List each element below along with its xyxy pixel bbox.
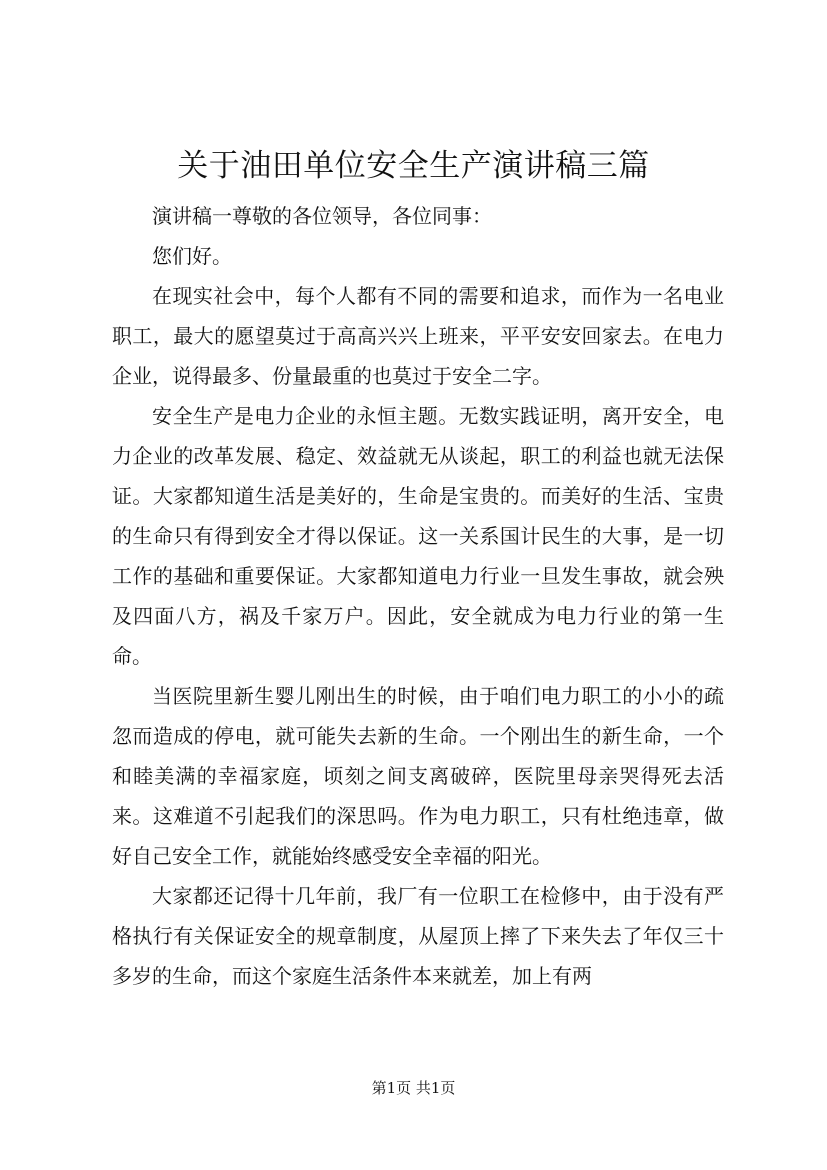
document-title: 关于油田单位安全生产演讲稿三篇 [177,148,650,184]
paragraph: 在现实社会中，每个人都有不同的需要和追求，而作为一名电业职工，最大的愿望莫过于高高兴兴上班来，平平安安回家去。在电力企业，说得最多、份量最重的也莫过于安全二字。 [112,284,724,388]
paragraph: 大家都还记得十几年前，我厂有一位职工在检修中，由于没有严格执行有关保证安全的规章制度，从屋顶上摔了下来失去了年仅三十多岁的生命，而这个家庭生活条件本来就差，加上有两 [112,884,724,988]
page-footer: 第1页 共1页 [371,1079,456,1097]
paragraph: 当医院里新生婴儿刚出生的时候，由于咱们电力职工的小小的疏忽而造成的停电，就可能失去新的生命。一个刚出生的新生命，一个和睦美满的幸福家庭，顷刻之间支离破碎，医院里母亲哭得死去活来。这难道不引起我们的深思吗。作为电力职工，只有杜绝违章，做好自己安全工作，就能始终感受安全幸福的阳光。 [112,684,724,868]
paragraph: 安全生产是电力企业的永恒主题。无数实践证明，离开安全，电力企业的改革发展、稳定、效益就无从谈起，职工的利益也就无法保证。大家都知道生活是美好的，生命是宝贵的。而美好的生活、宝贵的生命只有得到安全才得以保证。这一关系国计民生的大事，是一切工作的基础和重要保证。大家都知道电力行业一旦发生事故，就会殃及四面八方，祸及千家万户。因此，安全就成为电力行业的第一生命。 [112,404,724,668]
document-body [112,196,724,996]
paragraph-greeting: 您们好。 [152,244,232,268]
paragraph-salutation: 演讲稿一尊敬的各位领导，各位同事： [152,204,492,228]
